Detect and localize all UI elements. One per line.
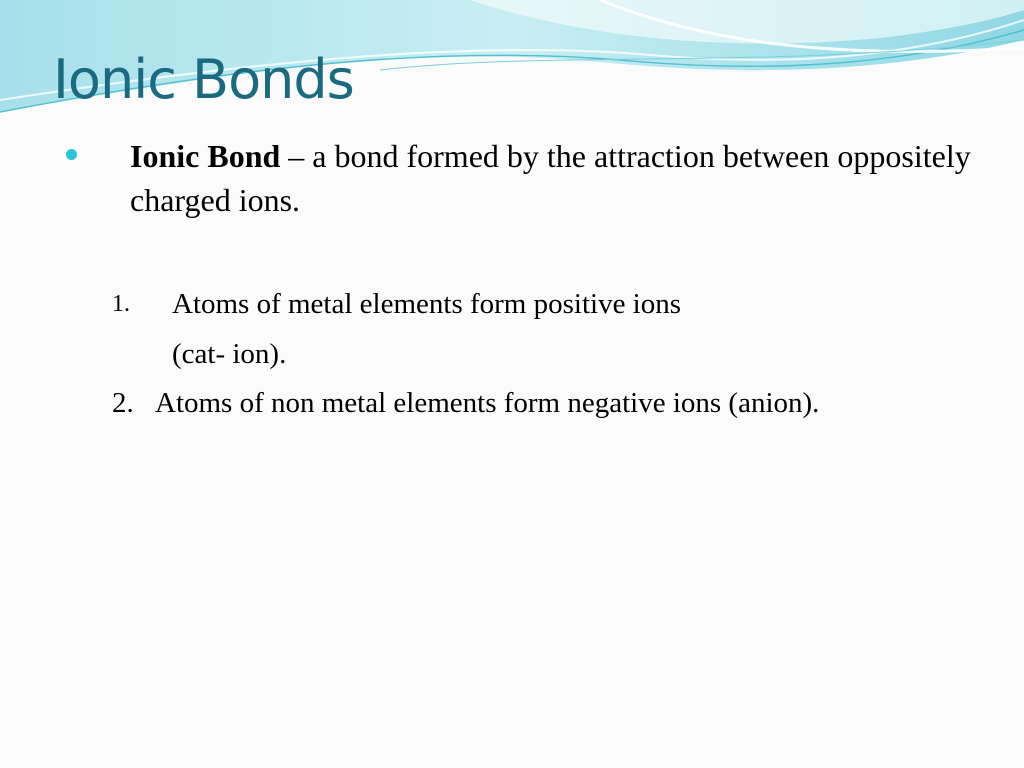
list-item-text-continued: (cat- ion). [172, 338, 287, 370]
definition-term: Ionic Bond [130, 138, 281, 174]
slide-title: Ionic Bonds [53, 48, 354, 111]
list-item-text: Atoms of metal elements form positive ions [172, 288, 682, 320]
definition-bullet [130, 134, 1015, 222]
definition-text: – a bond formed by the attraction between oppositely charged ions. [130, 138, 971, 218]
bullet-dot [66, 149, 77, 160]
list-item-number: 2. [112, 387, 134, 419]
list-item-text: Atoms of non metal elements form negative ions (anion). [155, 387, 820, 419]
list-item-number: 1. [112, 291, 130, 317]
